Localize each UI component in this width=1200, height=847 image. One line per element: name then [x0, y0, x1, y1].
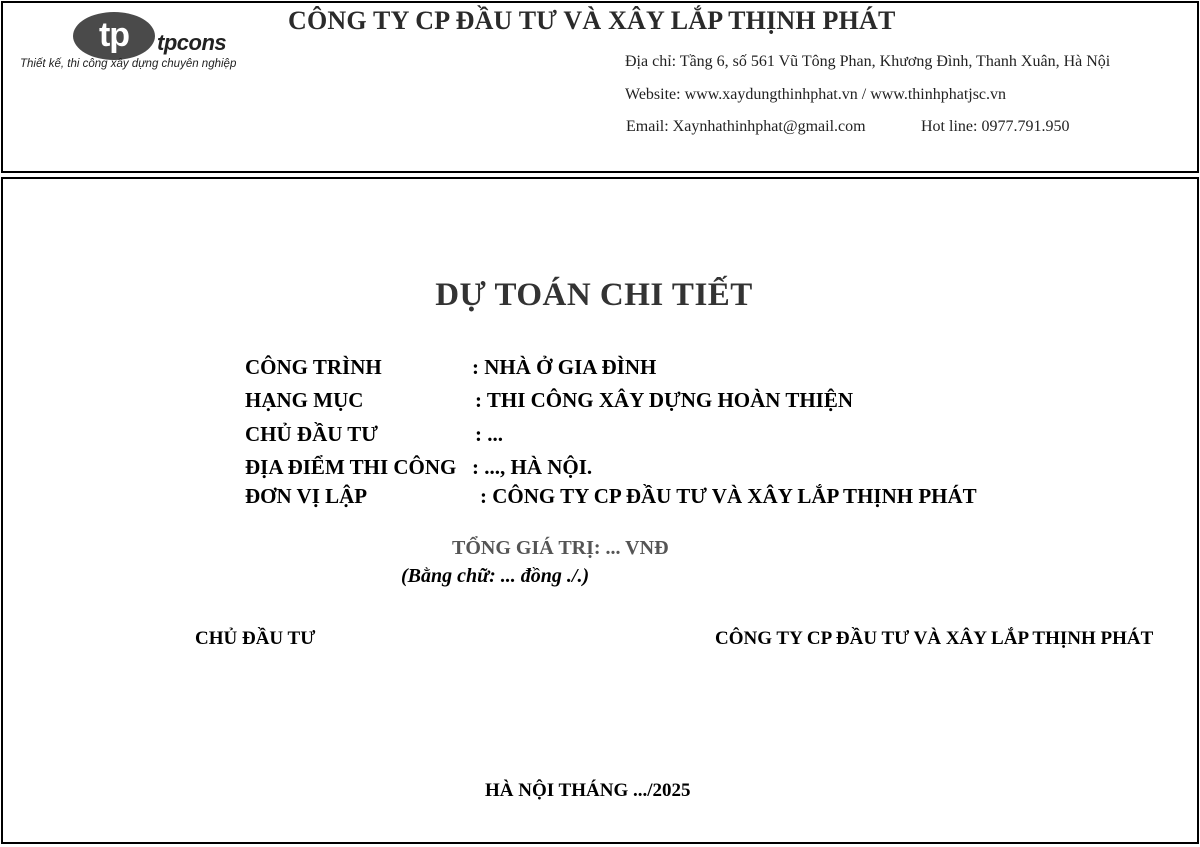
logo-mark: tp: [73, 12, 155, 60]
company-logo: [20, 12, 270, 74]
info-value-location: : ..., HÀ NỘI.: [472, 455, 593, 479]
info-label-location: ĐỊA ĐIỂM THI CÔNG: [245, 455, 457, 479]
footer-date: HÀ NỘI THÁNG .../2025: [485, 780, 691, 801]
total-in-words: (Bằng chữ: ... đồng ./.): [401, 565, 590, 587]
signature-investor: CHỦ ĐẦU TƯ: [195, 628, 316, 649]
info-value-investor: : ...: [475, 422, 503, 446]
company-address: Địa chỉ: Tầng 6, số 561 Vũ Tông Phan, Khương Đình, Thanh Xuân, Hà Nội: [625, 53, 1111, 70]
signature-company: CÔNG TY CP ĐẦU TƯ VÀ XÂY LẮP THỊNH PHÁT: [715, 628, 1154, 649]
document-title: DỰ TOÁN CHI TIẾT: [435, 277, 753, 313]
info-label-category: HẠNG MỤC: [245, 388, 364, 412]
info-value-category: : THI CÔNG XÂY DỰNG HOÀN THIỆN: [475, 388, 854, 412]
info-label-project: CÔNG TRÌNH: [245, 355, 382, 379]
info-value-prepared-by: : CÔNG TY CP ĐẦU TƯ VÀ XÂY LẮP THỊNH PHÁT: [480, 484, 977, 508]
company-hotline: Hot line: 0977.791.950: [921, 118, 1070, 135]
logo-tagline: Thiết kế, thi công xây dựng chuyên nghiệp: [20, 58, 237, 70]
info-value-project: : NHÀ Ở GIA ĐÌNH: [472, 355, 657, 379]
logo-wordmark: tpcons: [157, 30, 227, 55]
company-website: Website: www.xaydungthinhphat.vn / www.thinhphatjsc.vn: [625, 86, 1007, 103]
total-value: TỔNG GIÁ TRỊ: ... VNĐ: [452, 537, 669, 559]
company-email: Email: Xaynhathinhphat@gmail.com: [626, 118, 866, 135]
info-label-prepared-by: ĐƠN VỊ LẬP: [245, 484, 368, 508]
info-label-investor: CHỦ ĐẦU TƯ: [245, 422, 379, 446]
company-name-heading: CÔNG TY CP ĐẦU TƯ VÀ XÂY LẮP THỊNH PHÁT: [288, 6, 896, 35]
